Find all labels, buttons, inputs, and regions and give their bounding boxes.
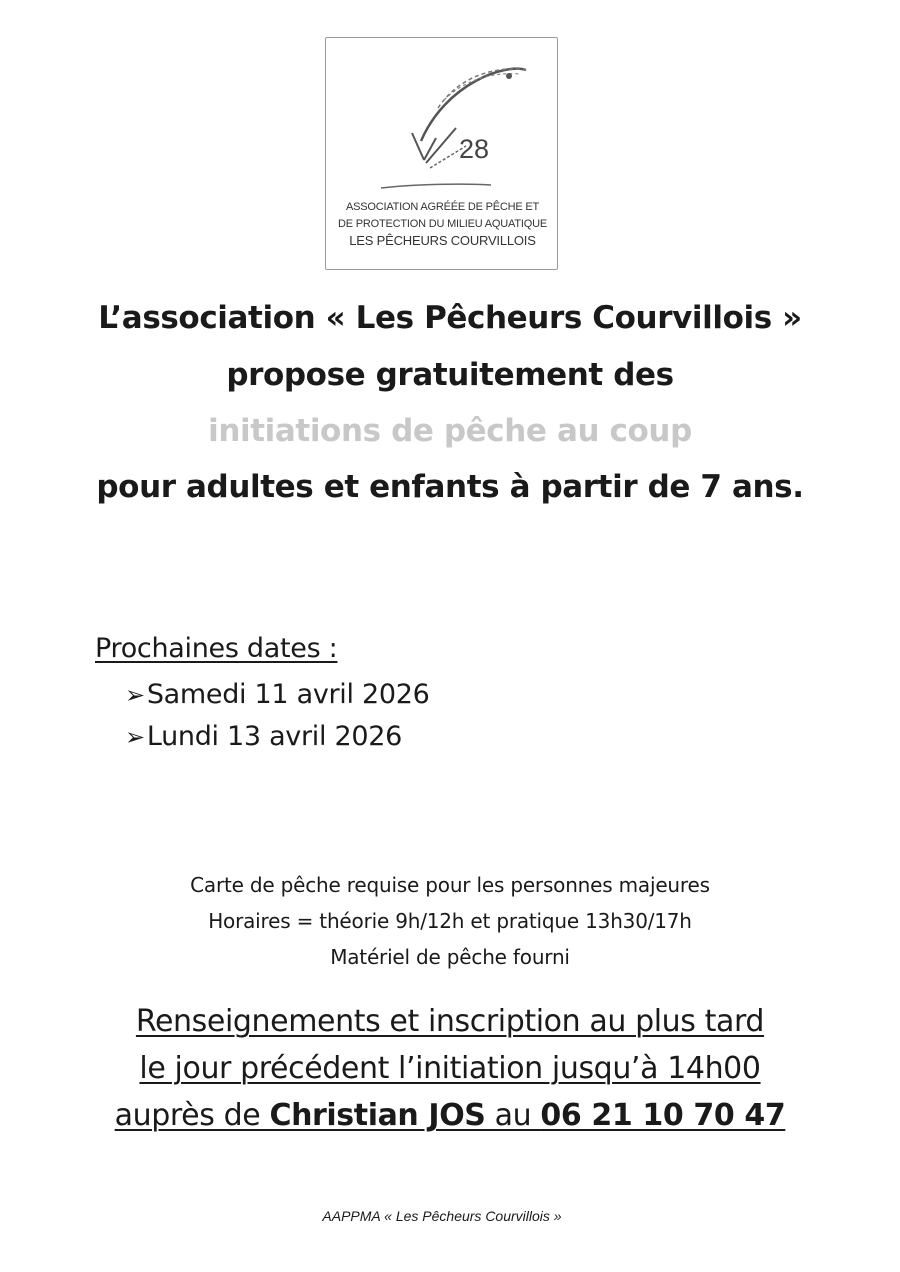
- headline-line-4: pour adultes et enfants à partir de 7 ans.: [96, 469, 804, 505]
- contact-line-1: Renseignements et inscription au plus tard: [135, 1004, 765, 1039]
- logo-number: 28: [459, 134, 490, 164]
- contact-name: Christian JOS: [269, 1098, 486, 1133]
- date-item: [125, 721, 402, 752]
- info-line-3: Matériel de pêche fourni: [330, 945, 570, 969]
- dates-title: Prochaines dates :: [95, 633, 338, 664]
- date-item: [125, 679, 430, 710]
- contact-prefix: auprès de: [114, 1098, 270, 1133]
- date-text: Lundi 13 avril 2026: [146, 721, 402, 752]
- info-line-2: Horaires = théorie 9h/12h et pratique 13h30/17h: [208, 909, 692, 933]
- footer-text: AAPPMA « Les Pêcheurs Courvillois »: [322, 1208, 562, 1224]
- date-text: Samedi 11 avril 2026: [146, 679, 430, 710]
- logo-line-2: DE PROTECTION DU MILIEU AQUATIQUE: [338, 218, 547, 230]
- headline-line-3: initiations de pêche au coup: [208, 413, 692, 449]
- contact-line-2: le jour précédent l’initiation jusqu’à 14h00: [139, 1051, 761, 1086]
- contact-phone: 06 21 10 70 47: [540, 1098, 786, 1133]
- headline-line-1: L’association « Les Pêcheurs Courvillois »: [98, 300, 802, 336]
- arrow-bullet-icon: ➢: [125, 681, 145, 709]
- arrow-bullet-icon: ➢: [125, 723, 145, 751]
- logo-line-3: LES PÊCHEURS COURVILLOIS: [349, 233, 536, 248]
- contact-line-3: [0, 1098, 900, 1133]
- info-line-1: Carte de pêche requise pour les personnes majeures: [190, 873, 710, 897]
- headline-line-2: propose gratuitement des: [226, 357, 674, 393]
- association-logo: [325, 37, 558, 270]
- contact-mid: au: [485, 1098, 541, 1133]
- logo-line-1: ASSOCIATION AGRÉÉE DE PÊCHE ET: [345, 201, 540, 213]
